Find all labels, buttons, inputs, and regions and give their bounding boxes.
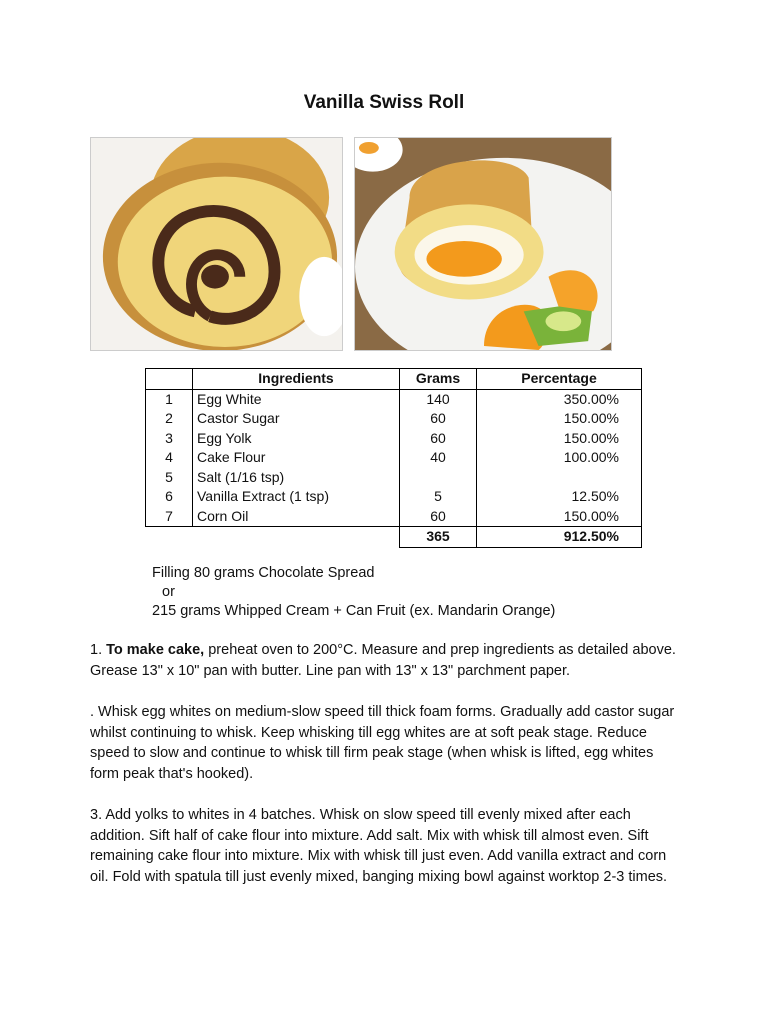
row-grams: 60 (400, 409, 477, 429)
row-ingredient: Vanilla Extract (1 tsp) (197, 488, 330, 504)
total-grams: 365 (400, 527, 477, 548)
header-number (146, 369, 193, 390)
row-grams: 140 (400, 389, 477, 409)
filling-note (152, 564, 555, 621)
filling-or: or (162, 584, 175, 600)
ingredients-table (145, 368, 642, 548)
row-ingredient: Castor Sugar (197, 410, 280, 426)
table-row (146, 429, 642, 449)
row-number: 3 (146, 429, 193, 449)
row-ingredient: Egg White (197, 390, 262, 407)
header-grams: Grams (400, 369, 477, 390)
row-ingredient: Cake Flour (197, 449, 266, 465)
row-ingredient: Corn Oil (193, 507, 400, 527)
table-row (146, 389, 642, 409)
step-1-text: preheat oven to 200°C. Measure and prep ingredients as detailed above. Grease 13" x 10" pan with butter. Line pan with 13" x 13" parchment paper. (90, 642, 676, 679)
header-ingredients: Ingredients (193, 369, 400, 390)
table-row (146, 468, 642, 488)
row-number: 5 (146, 468, 193, 488)
row-ingredient: Salt (1/16 tsp) (197, 468, 285, 485)
step-2: . Whisk egg whites on medium-slow speed till thick foam forms. Gradually add castor sugar whilst continuing to whisk. Keep whisking till egg whites are at soft peak stage. Reduce speed to slow and continue to whisk till firm peak stage (when whisk is lifted, egg whites form peak that's hooked). (90, 704, 675, 782)
total-spacer-label (193, 527, 400, 548)
table-row (146, 409, 642, 429)
cream-fruit-swiss-roll-photo (354, 137, 612, 351)
table-row (146, 448, 642, 468)
row-percentage: 100.00% (477, 448, 642, 468)
table-total-row (146, 527, 642, 548)
row-percentage: 150.00% (477, 429, 642, 449)
row-grams: 60 (400, 507, 477, 527)
page-title: Vanilla Swiss Roll (303, 92, 465, 113)
row-number: 1 (146, 389, 193, 409)
row-ingredient: Egg Yolk (197, 429, 252, 446)
table-header-row (146, 369, 642, 390)
chocolate-swiss-roll-photo (90, 137, 343, 351)
header-percentage: Percentage (477, 369, 642, 390)
row-number: 4 (146, 448, 193, 468)
row-grams: 40 (400, 448, 477, 468)
filling-option-chocolate: Filling 80 grams Chocolate Spread (152, 565, 375, 581)
row-percentage: 350.00% (477, 389, 642, 409)
filling-option-cream: 215 grams Whipped Cream + Can Fruit (ex. Mandarin Orange) (152, 603, 556, 619)
step-3: 3. Add yolks to whites in 4 batches. Whisk on slow speed till evenly mixed after each addition. Sift half of cake flour into mixture. Add salt. Mix with whisk till almost even. Sift remaining cake flour into mixture. Mix with whisk till just even. Add vanilla extract and corn oil. Fold with spatula till just evenly mixed, banging mixing bowl against worktop 2-3 times. (90, 807, 668, 885)
table-row (146, 507, 642, 527)
row-number: 6 (146, 487, 193, 507)
total-percentage: 912.50% (477, 527, 642, 548)
row-percentage: 150.00% (477, 507, 642, 527)
step-1-heading: To make cake, (106, 642, 205, 658)
row-number: 7 (146, 507, 193, 527)
step-1 (90, 640, 680, 681)
row-percentage (477, 468, 642, 488)
row-grams: 5 (400, 487, 477, 507)
row-grams: 60 (400, 429, 477, 449)
row-percentage: 12.50% (477, 487, 642, 507)
row-percentage: 150.00% (477, 409, 642, 429)
row-number: 2 (146, 409, 193, 429)
total-spacer (146, 527, 193, 548)
row-grams (400, 468, 477, 488)
table-row (146, 487, 642, 507)
step-1-number: 1. (90, 642, 107, 658)
